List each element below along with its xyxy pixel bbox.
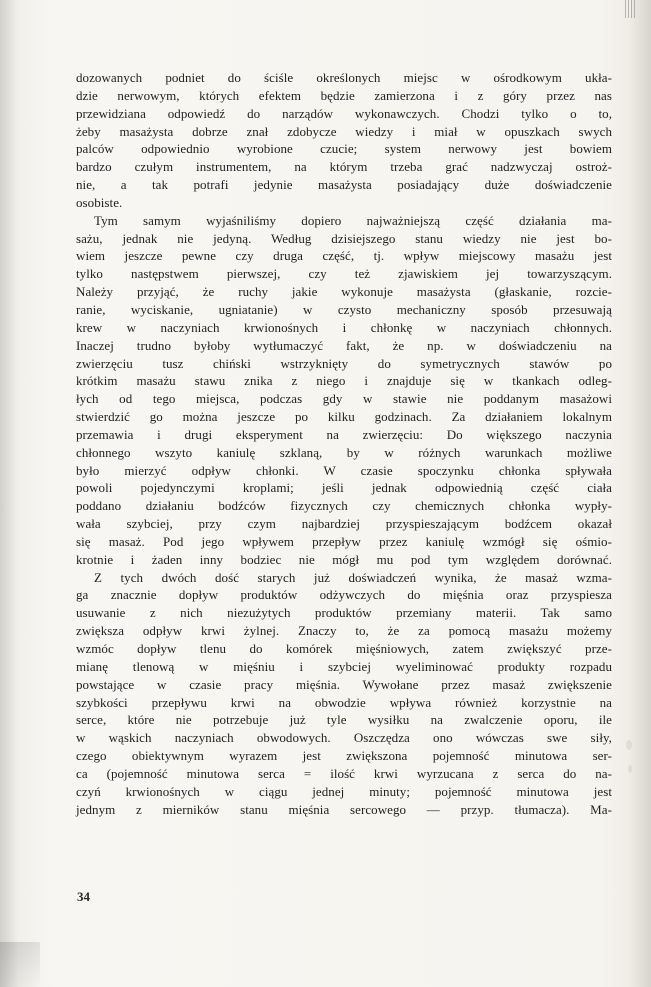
text-line: jednym z mierników stanu mięśnia sercowego — przyp. tłumacza). Ma- [76, 801, 612, 817]
text-line: ga znacznie dopływ produktów odżywczych do mięśnia oraz przyspiesza [76, 587, 612, 603]
text-line: powoli pojedynczymi kroplami; jeśli jednak odpowiednią część ciała [76, 480, 612, 496]
text-line: ranie, wyciskanie, ugniatanie) w czysto mechaniczny sposób przesuwają [76, 301, 612, 317]
text-line: dozowanych podniet do ściśle określonych miejsc w ośrodkowym ukła- [76, 70, 612, 85]
text-line: się masaż. Pod jego wpływem przepływ przez kaniulę wzmógł się ośmio- [76, 533, 612, 549]
paragraph-start-line: Z tych dwóch dość starych już doświadczeń wynika, że masaż wzma- [94, 569, 612, 585]
text-line: powstające w czasie pracy mięśnia. Wywołane przez masaż zwiększenie [76, 676, 612, 692]
text-line: w wąskich naczyniach obwodowych. Oszczędza ono wówczas swe siły, [76, 730, 612, 746]
page-edge-shadow [629, 0, 651, 987]
text-line: krew w naczyniach krwionośnych i chłonkę w naczyniach chłonnych. [76, 319, 612, 335]
text-line: przemawia i drugi eksperyment na zwierzęciu: Do większego naczynia [76, 426, 612, 442]
main-text-block [76, 69, 612, 818]
text-line: wzmóc dopływ tlenu do komórek mięśniowych, zatem zwiększyć prze- [76, 641, 612, 656]
text-line: wiem jeszcze pewne czy druga część, tj. wpływ miejscowy masażu jest [76, 248, 612, 264]
text-line: ca (pojemność minutowa serca = ilość krwi wyrzucana z serca do na- [76, 765, 612, 781]
text-line: chłonnego wszyto kaniulę szklaną, by w różnych warunkach możliwe [76, 444, 612, 460]
text-line: było mierzyć odpływ chłonki. W czasie spoczynku chłonka spływała [76, 462, 612, 478]
text-line: mianę tlenową w mięśniu i szybciej wyeliminować produkty rozpadu [76, 658, 612, 674]
text-line: szybkości przepływu krwi na obwodzie wpływa również korzystnie na [76, 694, 612, 710]
text-line: dzie nerwowym, których efektem będzie zamierzona i z góry przez nas [76, 87, 612, 103]
text-line: osobiste. [76, 194, 123, 210]
text-line: wała szybciej, przy czym najbardziej przyspieszającym bodźcem okazał [76, 516, 612, 532]
text-line: stwierdzić go można jeszcze po kilku godzinach. Za działaniem lokalnym [76, 409, 612, 425]
scan-spot [626, 740, 632, 750]
text-line: zwierzęciu tusz chiński wstrzyknięty do symetrycznych stawów po [76, 355, 612, 371]
corner-shadow [0, 942, 40, 987]
text-line: nie, a tak potrafi jedynie masażysta posiadający duże doświadczenie [76, 177, 612, 193]
text-line: łych od tego miejsca, podczas gdy w stawie nie poddanym masażowi [76, 391, 612, 407]
text-line: sażu, jednak nie jedyną. Według dzisiejszego stanu wiedzy nie jest bo- [76, 230, 612, 246]
text-line: usuwanie z nich niezużytych produktów przemiany materii. Tak samo [76, 605, 612, 621]
text-line: zwiększa odpływ krwi żylnej. Znaczy to, że za pomocą masażu możemy [76, 623, 612, 639]
text-line: krotnie i żaden inny bodziec nie mógł mu pod tym względem dorównać. [76, 551, 612, 567]
text-line: czyń krwionośnych w ciągu jednej minuty; pojemność minutowa jest [76, 783, 612, 799]
text-line: krótkim masażu stawu znika z niego i znajduje się w tkankach odleg- [76, 373, 612, 389]
scan-edge-marks [625, 0, 637, 18]
text-line: przewidziana odpowiedź do narządów wykonawczych. Chodzi tylko o to, [76, 105, 612, 121]
text-line: Inaczej trudno byłoby wytłumaczyć fakt, że np. w doświadczeniu na [76, 337, 612, 353]
spine-shadow [0, 0, 18, 987]
text-line: czego obiektywnym wyrazem jest zwiększona pojemność minutowa ser- [76, 748, 612, 764]
page-number: 34 [77, 889, 90, 904]
text-line: poddano działaniu bodźców fizycznych czy chemicznych chłonka wypły- [76, 498, 612, 514]
scan-spot [628, 765, 632, 773]
text-line: palców odpowiednio wyrobione czucie; system nerwowy jest bowiem [76, 141, 612, 157]
text-line: tylko następstwem pierwszej, czy też zjawiskiem jej towarzyszącym. [76, 266, 612, 282]
text-line: żeby masażysta dobrze znał zdobycze wiedzy i miał w opuszkach swych [76, 123, 612, 139]
paragraph-start-line: Tym samym wyjaśniliśmy dopiero najważniejszą część działania ma- [94, 212, 612, 228]
text-line: serce, które nie potrzebuje już tyle wysiłku na zwalczenie oporu, ile [76, 712, 612, 728]
text-line: Należy przyjąć, że ruchy jakie wykonuje masażysta (głaskanie, rozcie- [76, 284, 612, 300]
text-line: bardzo czułym instrumentem, na którym trzeba grać nadzwyczaj ostroż- [76, 159, 612, 175]
